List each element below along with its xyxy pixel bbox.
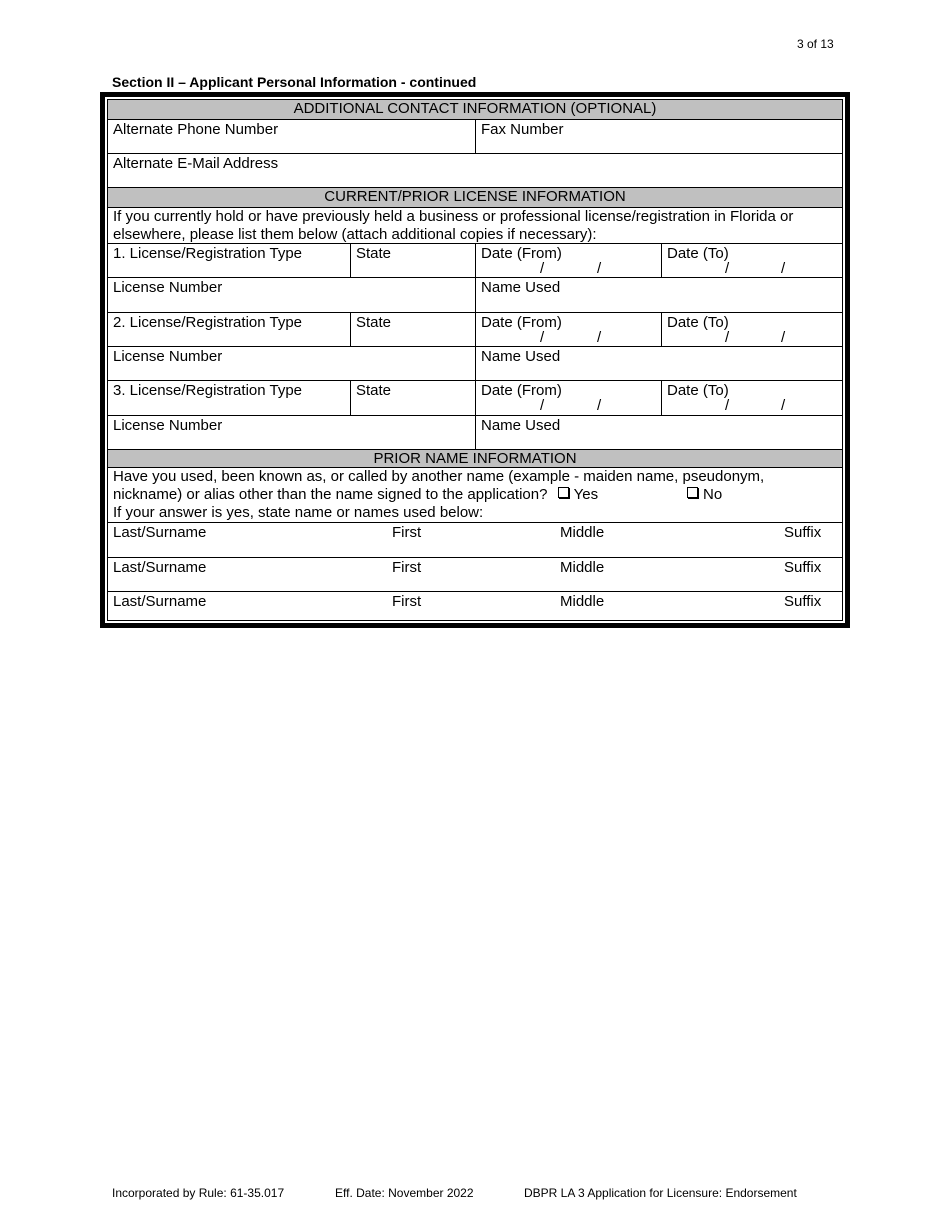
first-label: First	[392, 559, 422, 576]
prior-name-row-2[interactable]	[108, 558, 842, 592]
license-entry-2-row	[108, 313, 842, 347]
date-to-field-2[interactable]	[661, 313, 842, 346]
no-checkbox[interactable]	[687, 487, 698, 498]
license-instructions: If you currently hold or have previously held a business or professional license/registration in Florida or elsewhere, please list them below (attach additional copies if necessary):	[108, 208, 842, 244]
license-entry-1-row	[108, 244, 842, 278]
date-slash: /	[781, 397, 786, 414]
section-title: Section II – Applicant Personal Information - continued	[112, 74, 477, 90]
license-info-header: CURRENT/PRIOR LICENSE INFORMATION	[108, 188, 842, 208]
name-used-label: Name Used	[481, 417, 561, 434]
middle-label: Middle	[560, 524, 605, 541]
fax-field[interactable]	[475, 120, 842, 153]
last-label: Last/Surname	[113, 593, 207, 610]
license-number-row-1	[108, 278, 842, 313]
first-label: First	[392, 524, 422, 541]
state-label: State	[356, 245, 392, 262]
license-number-field-2[interactable]	[108, 347, 475, 380]
last-label: Last/Surname	[113, 559, 207, 576]
state-label: State	[356, 314, 392, 331]
footer-eff-date: Eff. Date: November 2022	[335, 1186, 474, 1200]
state-field-2[interactable]	[350, 313, 475, 346]
license-number-field-3[interactable]	[108, 416, 475, 449]
date-slash: /	[597, 397, 602, 414]
prior-name-question-line1: Have you used, been known as, or called by another name (example - maiden name, pseudonym,	[113, 468, 765, 485]
prior-name-question	[108, 468, 842, 523]
state-field-3[interactable]	[350, 381, 475, 415]
license-type-field-3[interactable]	[108, 381, 350, 415]
date-to-field-3[interactable]	[661, 381, 842, 415]
page-number: 3 of 13	[797, 37, 834, 51]
license-entry-3-row	[108, 381, 842, 416]
date-slash: /	[540, 260, 545, 277]
middle-label: Middle	[560, 593, 605, 610]
name-used-field-2[interactable]	[475, 347, 842, 380]
name-used-label: Name Used	[481, 348, 561, 365]
date-slash: /	[781, 329, 786, 346]
date-from-field-3[interactable]	[475, 381, 661, 415]
footer-rule: Incorporated by Rule: 61-35.017	[112, 1186, 285, 1200]
license-number-label: License Number	[113, 348, 223, 365]
state-field-1[interactable]	[350, 244, 475, 277]
suffix-label: Suffix	[784, 593, 822, 610]
no-option[interactable]	[687, 486, 722, 504]
middle-label: Middle	[560, 559, 605, 576]
date-from-label: Date (From)	[481, 314, 562, 331]
license-type-field-2[interactable]	[108, 313, 350, 346]
license-type-field-1[interactable]	[108, 244, 350, 277]
license-type-label-1: 1. License/Registration Type	[113, 245, 303, 262]
date-slash: /	[725, 260, 730, 277]
date-slash: /	[540, 329, 545, 346]
date-slash: /	[597, 329, 602, 346]
no-label: No	[703, 486, 723, 503]
application-form	[100, 92, 850, 628]
name-used-label: Name Used	[481, 279, 561, 296]
date-from-label: Date (From)	[481, 382, 562, 399]
form-inner-frame	[107, 99, 843, 621]
date-slash: /	[597, 260, 602, 277]
license-number-row-3	[108, 416, 842, 450]
prior-name-followup: If your answer is yes, state name or names used below:	[113, 504, 484, 521]
date-slash: /	[540, 397, 545, 414]
yes-option[interactable]	[558, 486, 598, 503]
footer-form-name: DBPR LA 3 Application for Licensure: Endorsement	[524, 1186, 797, 1200]
prior-name-question-line2: nickname) or alias other than the name signed to the application?	[113, 486, 548, 503]
prior-name-row-1[interactable]	[108, 523, 842, 558]
date-slash: /	[725, 329, 730, 346]
suffix-label: Suffix	[784, 524, 822, 541]
date-slash: /	[725, 397, 730, 414]
license-type-label-3: 3. License/Registration Type	[113, 382, 303, 399]
date-slash: /	[781, 260, 786, 277]
alt-email-row	[108, 154, 842, 188]
first-label: First	[392, 593, 422, 610]
license-number-label: License Number	[113, 417, 223, 434]
date-from-label: Date (From)	[481, 245, 562, 262]
license-type-label-2: 2. License/Registration Type	[113, 314, 303, 331]
date-to-label: Date (To)	[667, 382, 729, 399]
yes-checkbox[interactable]	[558, 487, 569, 498]
date-from-field-2[interactable]	[475, 313, 661, 346]
additional-contact-header: ADDITIONAL CONTACT INFORMATION (OPTIONAL)	[108, 100, 842, 120]
last-label: Last/Surname	[113, 524, 207, 541]
date-to-label: Date (To)	[667, 245, 729, 262]
prior-name-header: PRIOR NAME INFORMATION	[108, 450, 842, 468]
yes-label: Yes	[573, 486, 599, 503]
state-label: State	[356, 382, 392, 399]
suffix-label: Suffix	[784, 559, 822, 576]
name-used-field-1[interactable]	[475, 278, 842, 312]
alt-email-label: Alternate E-Mail Address	[113, 155, 279, 172]
date-from-field-1[interactable]	[475, 244, 661, 277]
license-number-label: License Number	[113, 279, 223, 296]
prior-name-question-line2-wrap	[113, 486, 837, 504]
alt-email-field[interactable]	[108, 154, 842, 187]
phone-fax-row	[108, 120, 842, 154]
fax-label: Fax Number	[481, 121, 564, 138]
date-to-label: Date (To)	[667, 314, 729, 331]
license-number-field-1[interactable]	[108, 278, 475, 312]
alt-phone-field[interactable]	[108, 120, 475, 153]
name-used-field-3[interactable]	[475, 416, 842, 449]
prior-name-row-3[interactable]	[108, 592, 842, 626]
alt-phone-label: Alternate Phone Number	[113, 121, 279, 138]
license-number-row-2	[108, 347, 842, 381]
date-to-field-1[interactable]	[661, 244, 842, 277]
